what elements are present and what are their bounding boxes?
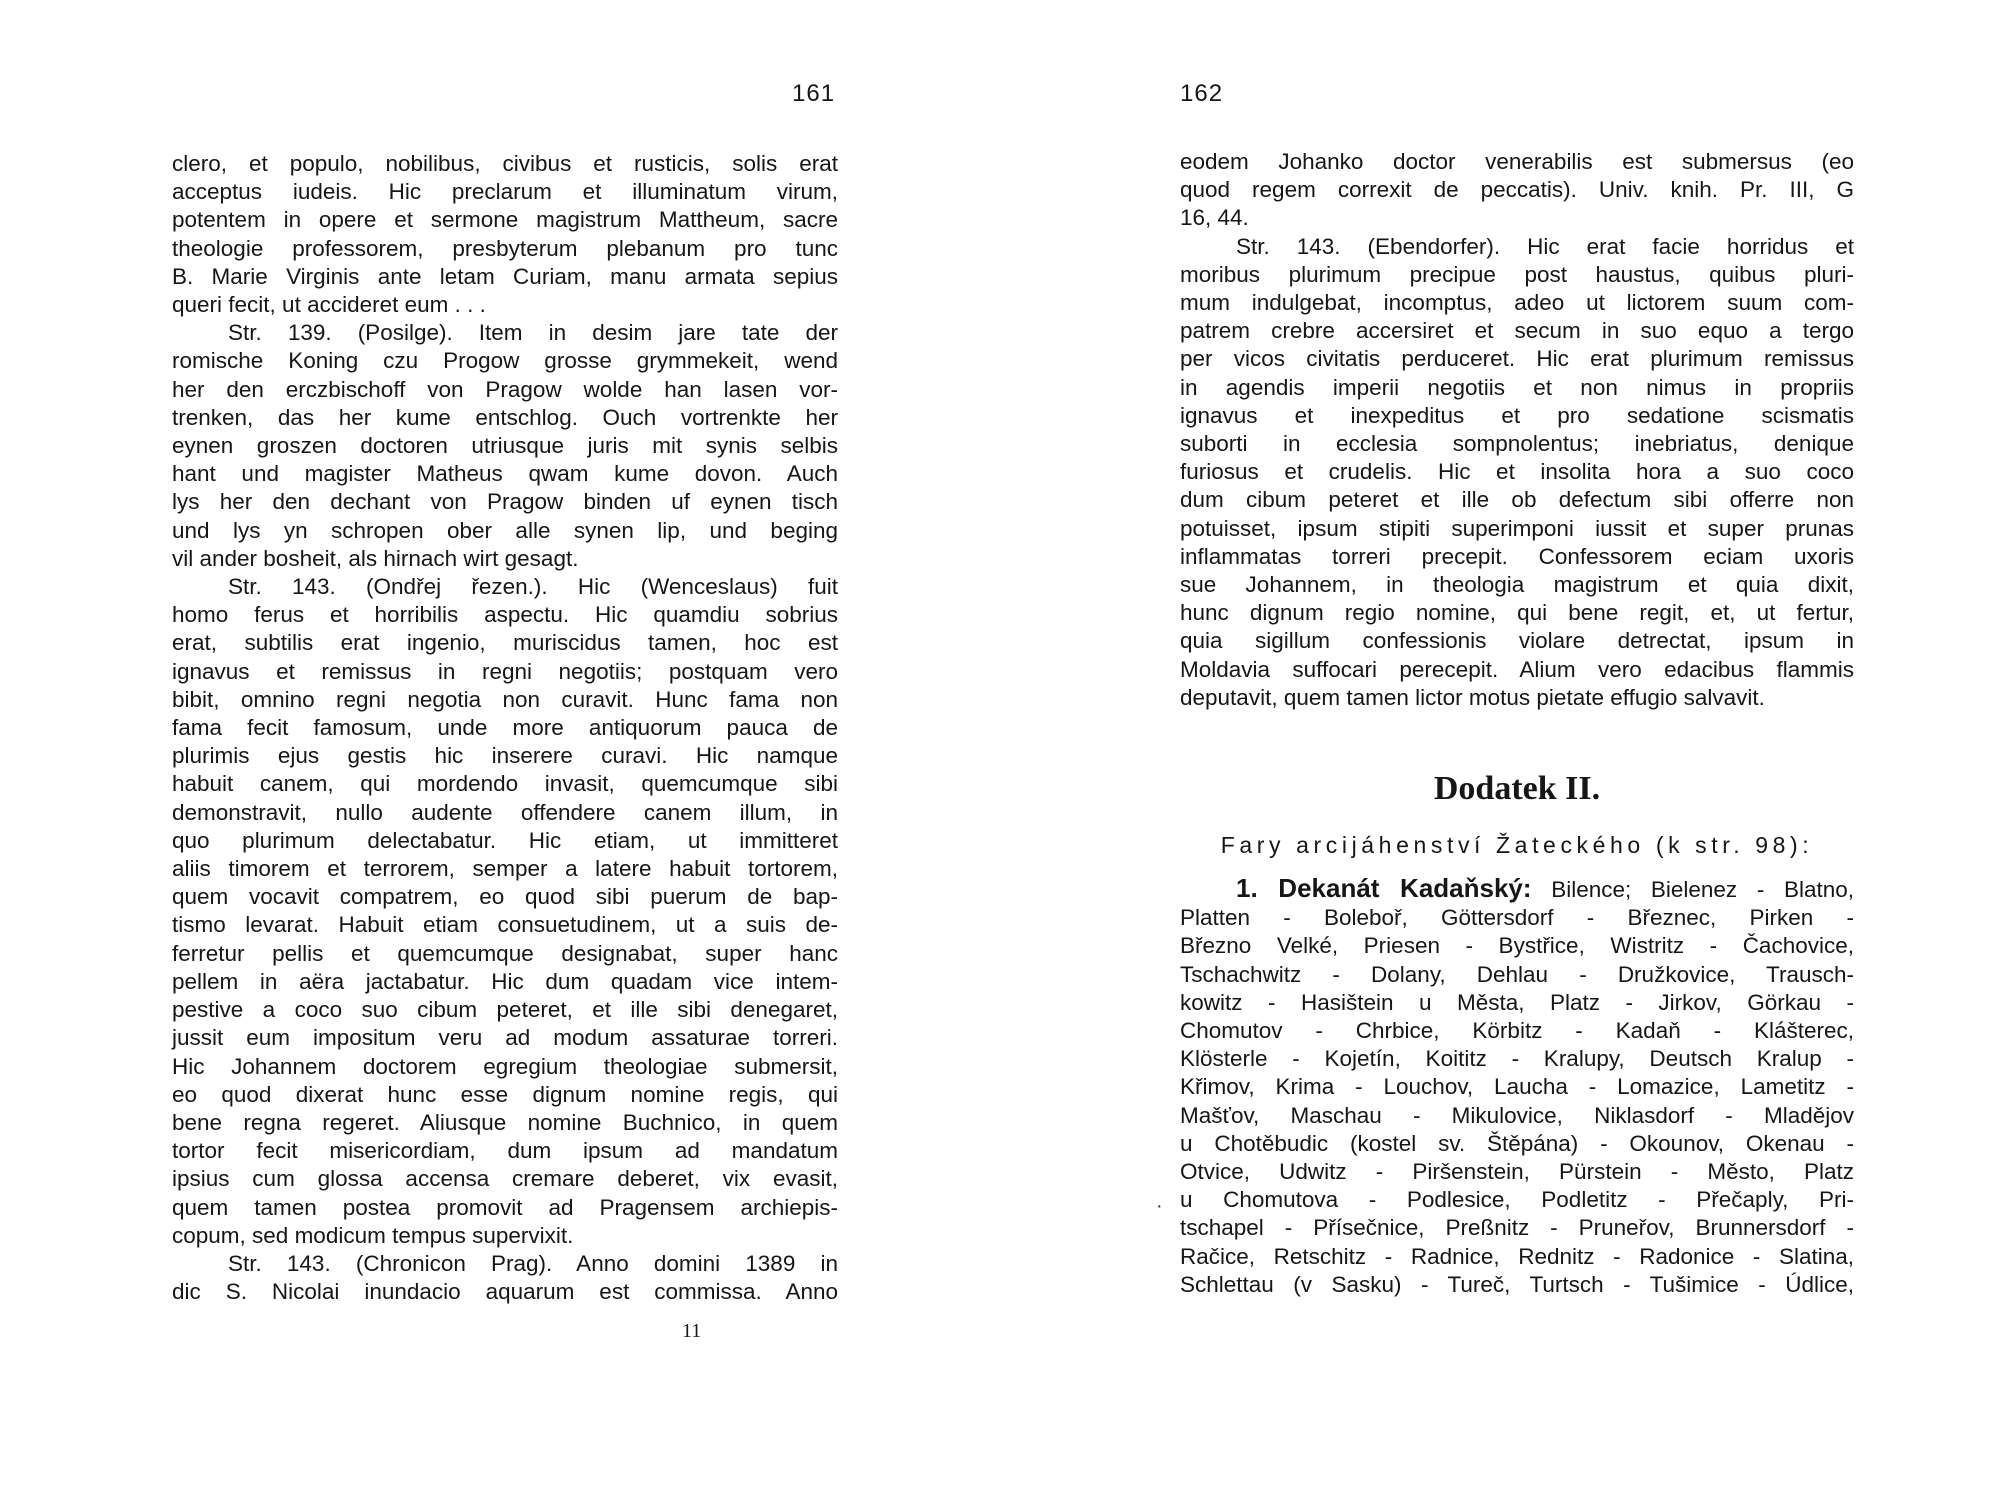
text-line: lys her den dechant von Pragow binden uf eynen tisch [172,489,838,515]
stray-mark: · [1156,1195,1163,1217]
text-line: 16, 44. [1180,205,1249,231]
text-line: demonstravit, nullo audente offendere canem illum, in [172,799,838,825]
text-line: und lys yn schropen ober alle synen lip, und beging [172,517,838,543]
text-line: queri fecit, ut accideret eum . . . [172,292,486,318]
list-first-rest: Bilence; Bielenez - Blatno, [1531,877,1854,902]
text-line: pellem in aëra jactabatur. Hic dum quadam vice intem- [172,968,838,994]
list-first-line [1180,874,1854,904]
text-line: patrem crebre accersiret et secum in suo equo a tergo [1180,318,1854,344]
text-line: in agendis imperii negotiis et non nimus in propriis [1180,374,1854,400]
text-line: Platten - Boleboř, Göttersdorf - Březnec, Pirken - [1180,905,1854,931]
text-line: pestive a coco suo cibum peteret, et ille sibi denegaret, [172,997,838,1023]
right-page [1156,0,1854,1501]
text-line: inflammatas torreri precepit. Confessorem eciam uxoris [1180,543,1854,569]
text-line: Hic Johannem doctorem egregium theologiae submersit, [172,1053,838,1079]
text-line: fama fecit famosum, unde more antiquorum pauca de [172,715,838,741]
text-line: habuit canem, qui mordendo invasit, quemcumque sibi [172,771,838,797]
text-line: tschapel - Přísečnice, Preßnitz - Pruneřov, Brunnersdorf - [1180,1215,1854,1241]
text-line: aliis timorem et terrorem, semper a latere habuit tortorem, [172,856,838,882]
text-line: ignavus et remissus in regni negotiis; postquam vero [172,658,838,684]
text-line: ipsius cum glossa accensa cremare deberet, vix evasit, [172,1166,838,1192]
appendix-heading: Dodatek II. [1433,770,1601,807]
text-line: sue Johannem, in theologia magistrum et quia dixit, [1180,572,1854,598]
text-line: clero, et populo, nobilibus, civibus et rusticis, solis erat [172,151,838,176]
text-line: Klösterle - Kojetín, Koititz - Kralupy, Deutsch Kralup - [1180,1046,1854,1072]
text-line: bibit, omnino regni negotia non curavit. Hunc fama non [172,686,838,712]
text-line: vil ander bosheit, als hirnach wirt gesagt. [172,545,579,571]
text-line: moribus plurimum precipue post haustus, quibus pluri- [1180,261,1854,287]
text-line: suborti in ecclesia sompnolentus; inebriatus, denique [1180,431,1854,457]
text-line: B. Marie Virginis ante letam Curiam, manu armata sepius [172,263,838,289]
text-line: Křimov, Krima - Louchov, Laucha - Lomazice, Lametitz - [1180,1074,1854,1100]
text-line: Březno Velké, Priesen - Bystřice, Wistritz - Čachovice, [1180,933,1854,959]
text-line: Otvice, Udwitz - Piršenstein, Pürstein - Město, Platz [1180,1159,1854,1185]
text-line: potuisset, ipsum stipiti superimponi iussit et super prunas [1180,515,1854,541]
appendix-subheading: Fary arcijáhenství Žateckého (k str. 98): [1220,832,1814,858]
text-line: Str. 143. (Chronicon Prag). Anno domini 1389 in [228,1250,838,1276]
text-line: quo plurimum delectabatur. Hic etiam, ut immitteret [172,827,838,853]
text-line: ferretur pellis et quemcumque designabat, super hanc [172,940,838,966]
parish-list [1180,874,1854,1299]
text-line: Schlettau (v Sasku) - Tureč, Turtsch - Tušimice - Údlice, [1180,1271,1854,1297]
text-line: ignavus et inexpeditus et pro sedatione scismatis [1180,402,1854,428]
text-line: quia sigillum confessionis violare detrectat, ipsum in [1180,628,1854,654]
text-line: acceptus iudeis. Hic preclarum et illuminatum virum, [172,179,838,205]
text-line: erat, subtilis erat ingenio, muriscidus tamen, hoc est [172,630,838,656]
text-line: quem vocavit compatrem, eo quod sibi puerum de bap- [172,884,838,910]
signature-mark: 11 [682,1320,702,1342]
text-line: potentem in opere et sermone magistrum Mattheum, sacre [172,207,838,233]
text-line: bene regna regeret. Aliusque nomine Buchnico, in quem [172,1109,838,1135]
text-line: hant und magister Matheus qwam kume dovon. Auch [172,461,838,487]
text-line: eodem Johanko doctor venerabilis est submersus (eo [1180,149,1854,174]
text-line: tortor fecit misericordiam, dum ipsum ad mandatum [172,1138,838,1164]
text-line: u Chomutova - Podlesice, Podletitz - Přečaply, Pri- [1180,1187,1854,1213]
text-line: Str. 139. (Posilge). Item in desim jare tate der [228,320,838,346]
text-line: quod regem correxit de peccatis). Univ. knih. Pr. III, G [1180,177,1854,203]
text-line: romische Koning czu Progow grosse grymmekeit, wend [172,348,838,374]
text-line: Tschachwitz - Dolany, Dehlau - Družkovice, Trausch- [1180,961,1854,987]
left-body-text [172,150,838,1306]
text-line: plurimis ejus gestis hic inserere curavi. Hic namque [172,743,838,769]
text-line: mum indulgebat, incomptus, adeo ut lictorem suum com- [1180,290,1854,316]
text-line: Račice, Retschitz - Radnice, Rednitz - Radonice - Slatina, [1180,1243,1854,1269]
text-line: Moldavia suffocari perecepit. Alium vero edacibus flammis [1180,656,1854,682]
text-line: homo ferus et horribilis aspectu. Hic quamdiu sobrius [172,602,838,628]
text-line: Str. 143. (Ondřej řezen.). Hic (Wenceslaus) fuit [228,574,838,600]
text-line: u Chotěbudic (kostel sv. Štěpána) - Okounov, Okenau - [1180,1130,1854,1156]
text-line: per vicos civitatis perduceret. Hic erat plurimum remissus [1180,346,1854,372]
page-number: 161 [792,80,836,107]
text-line: hunc dignum regio nomine, qui bene regit, et, ut fertur, [1180,600,1854,626]
text-line: furiosus et crudelis. Hic et insolita hora a suo coco [1180,459,1854,485]
text-line: Chomutov - Chrbice, Körbitz - Kadaň - Klášterec, [1180,1018,1854,1044]
text-line: quem tamen postea promovit ad Pragensem archiepis- [172,1194,838,1220]
text-line: jussit eum impositum veru ad modum assaturae torreri. [172,1025,838,1051]
text-line: eo quod dixerat hunc esse dignum nomine regis, qui [172,1081,838,1107]
text-line: dum cibum peteret et ille ob defectum sibi offerre non [1180,487,1854,513]
text-line: deputavit, quem tamen lictor motus pietate effugio salvavit. [1180,684,1765,710]
text-line: Mašťov, Maschau - Mikulovice, Niklasdorf - Mladějov [1180,1102,1854,1128]
text-line: Str. 143. (Ebendorfer). Hic erat facie horridus et [1236,233,1854,259]
deanery-name: 1. Dekanát Kadaňský: [1236,873,1532,903]
text-line: theologie professorem, presbyterum plebanum pro tunc [172,235,838,261]
text-line: her den erczbischoff von Pragow wolde han lasen vor- [172,376,838,402]
page-number: 162 [1180,80,1224,107]
text-line: dic S. Nicolai inundacio aquarum est commissa. Anno [172,1279,838,1305]
text-line: eynen groszen doctoren utriusque juris mit synis selbis [172,433,838,459]
text-line: trenken, das her kume entschlog. Ouch vortrenkte her [172,404,838,430]
text-line: kowitz - Hasištein u Města, Platz - Jirkov, Görkau - [1180,989,1854,1015]
left-page [172,0,838,1501]
right-body-text [1180,148,1854,712]
text-line: copum, sed modicum tempus supervixit. [172,1222,574,1248]
text-line: tismo levarat. Habuit etiam consuetudinem, ut a suis de- [172,912,838,938]
